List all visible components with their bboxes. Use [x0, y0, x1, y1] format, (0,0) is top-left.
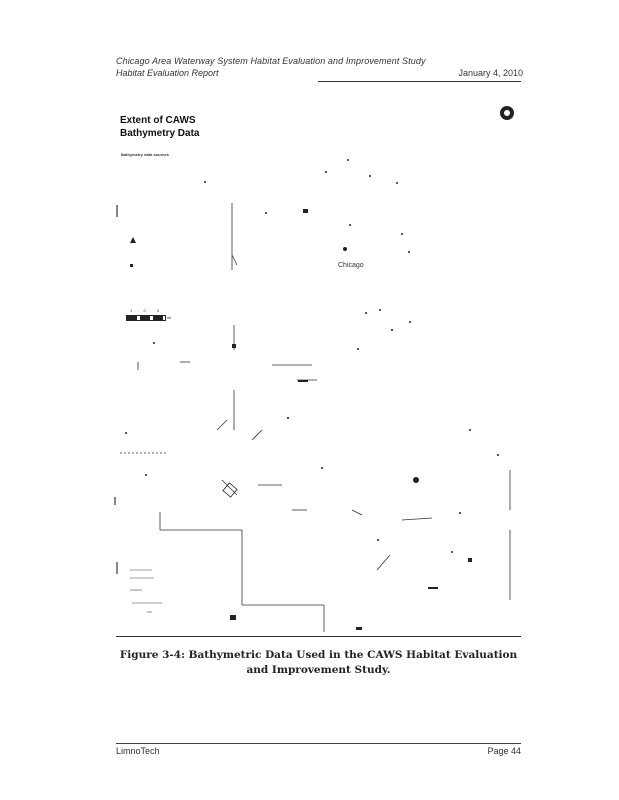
map-title: Extent of CAWS Bathymetry Data: [120, 115, 200, 139]
scale-bar-numbers: 1 2 3: [130, 308, 164, 313]
map-marker: [468, 558, 472, 562]
footer-rule: [116, 743, 521, 744]
waterway-line: [402, 518, 432, 520]
waterway-line: [217, 420, 227, 430]
map-marker: [413, 477, 419, 483]
waterway-line: [232, 255, 237, 265]
map-marker: [303, 209, 308, 213]
map-marker: [223, 483, 237, 497]
map-dot: [145, 474, 147, 476]
header-date: January 4, 2010: [458, 68, 523, 78]
map-dot: [408, 251, 410, 253]
map-dot: [469, 429, 471, 431]
map-dot: [365, 312, 367, 314]
waterway-line: [352, 510, 362, 515]
waterway-line: [252, 430, 262, 440]
city-label-chicago: Chicago: [338, 262, 364, 269]
map-dot: [497, 454, 499, 456]
map-marker: [428, 587, 438, 589]
footer-page-number: Page 44: [487, 746, 521, 756]
header-rule: [318, 81, 521, 82]
map-dot: [325, 171, 327, 173]
map-dot: [357, 348, 359, 350]
waterway-line: [377, 555, 390, 570]
north-arrow-icon: [500, 106, 514, 120]
map-marker: [130, 264, 133, 267]
scale-bar-unit: mi: [167, 315, 172, 320]
map-dot: [377, 539, 379, 541]
map-dot: [401, 233, 403, 235]
map-dot: [125, 432, 127, 434]
map-marker: [356, 627, 362, 630]
map-dot: [204, 181, 206, 183]
header-report-subtitle: Habitat Evaluation Report: [116, 68, 219, 78]
map-dot: [287, 417, 289, 419]
map-marker: [232, 344, 236, 348]
map-dot: [379, 309, 381, 311]
header-report-title: Chicago Area Waterway System Habitat Evaluation and Improvement Study: [116, 56, 426, 66]
map-graphic: [112, 100, 522, 634]
map-marker: [230, 615, 236, 620]
map-dot: [153, 342, 155, 344]
map-dot: [349, 224, 351, 226]
map-marker: [298, 380, 308, 382]
map-dot: [265, 212, 267, 214]
map-dot: [409, 321, 411, 323]
map-dot: [347, 159, 349, 161]
figure-caption: Figure 3-4: Bathymetric Data Used in the CAWS Habitat Evaluation and Improvement Study.: [119, 649, 518, 676]
figure-rule: [116, 636, 521, 637]
bathymetry-map: [112, 100, 522, 634]
map-dot: [369, 175, 371, 177]
map-subtitle: Bathymetry data sources: [121, 152, 169, 157]
footer-company: LimnoTech: [116, 746, 160, 756]
map-dot: [459, 512, 461, 514]
map-dot: [391, 329, 393, 331]
map-dot: [396, 182, 398, 184]
map-dot: [321, 467, 323, 469]
map-dot: [451, 551, 453, 553]
map-marker: [343, 247, 347, 251]
map-marker: [130, 237, 136, 243]
scale-bar: [126, 315, 166, 321]
